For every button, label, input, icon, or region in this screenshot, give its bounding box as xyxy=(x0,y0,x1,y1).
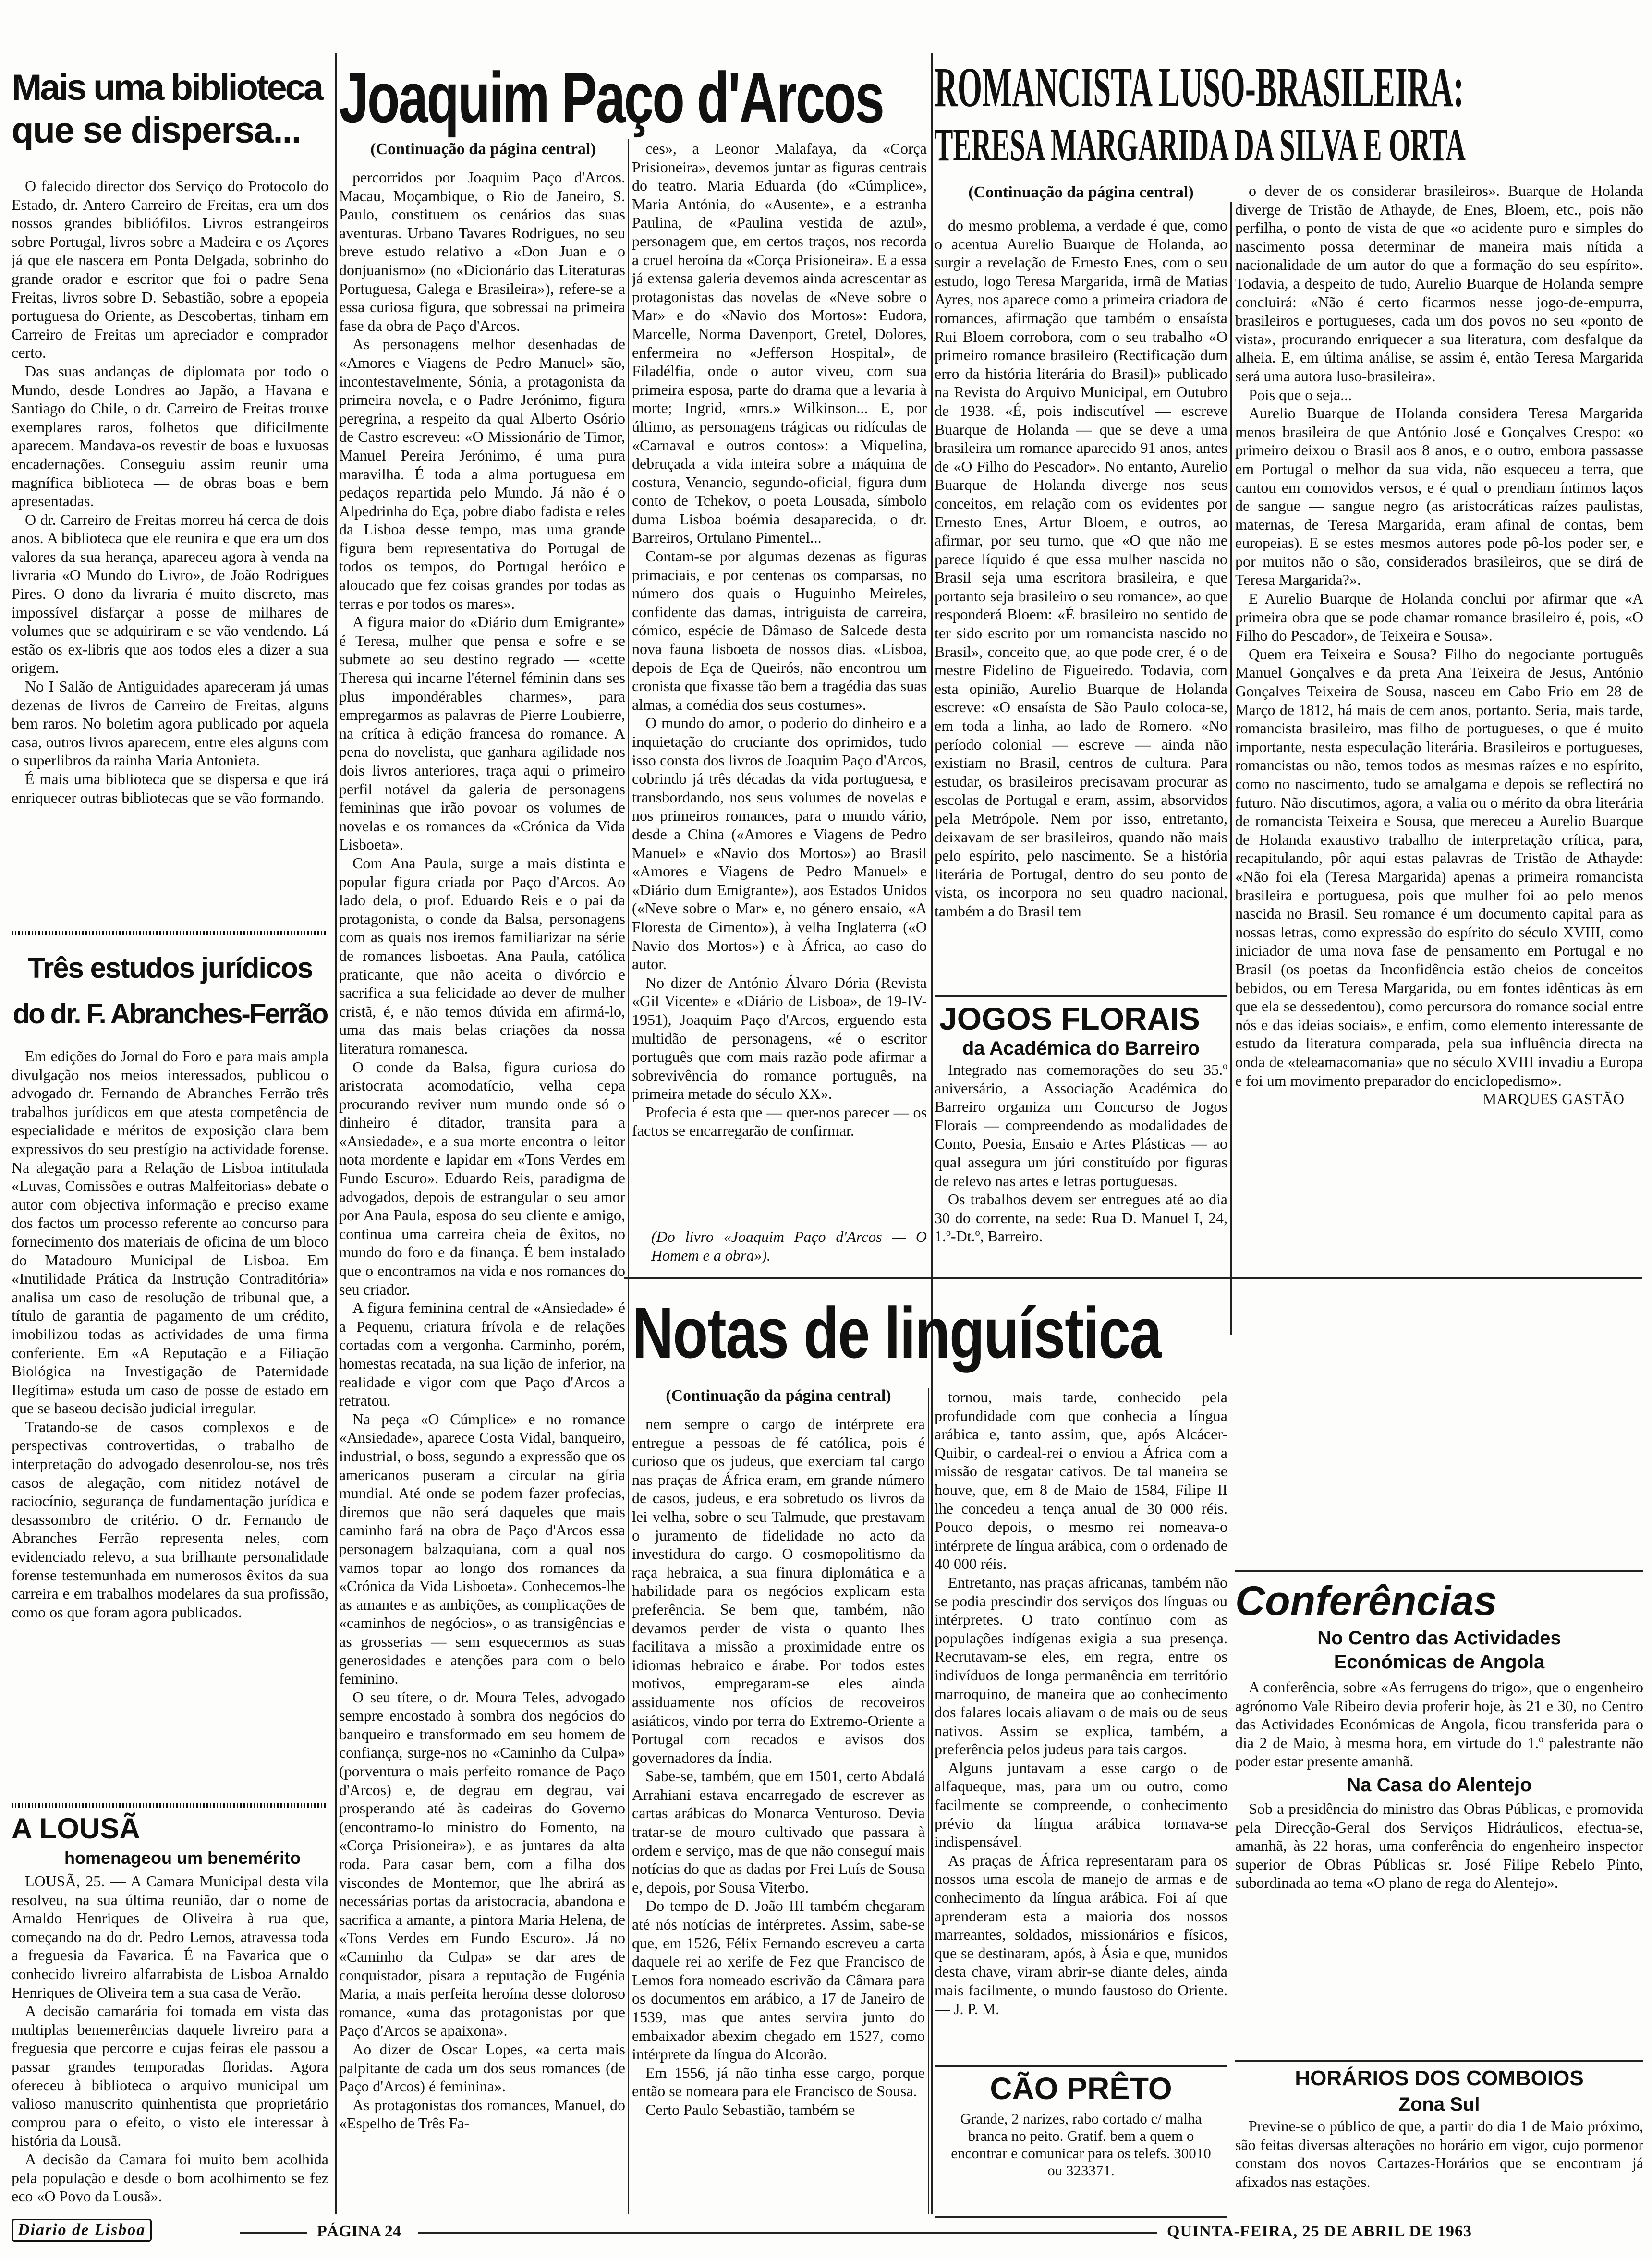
paragraph: Previne-se o público de que, a partir do dia 1 de Maio próximo, são feitas diversas alterações no horário em vigor, cujo pormenor constam dos novos Cartazes-Horários que se encontram já afixados nas estações. xyxy=(1235,2117,1643,2190)
biblioteca-headline xyxy=(12,67,328,158)
section-divider xyxy=(12,931,328,935)
paragraph: Alguns juntavam a esse cargo o de alfaqueque, mas, para um ou outro, como facilmente se compreende, o conhecimento prévio da língua arábica tornava-se indispensável. xyxy=(935,1759,1227,1851)
section-rule xyxy=(1235,1570,1643,1572)
romancista-title-line: TERESA MARGARIDA DA SILVA E ORTA xyxy=(935,119,1466,170)
paragraph: É mais uma biblioteca que se dispersa e que irá enriquecer outras bibliotecas que se vão formando. xyxy=(12,770,328,806)
paragraph: LOUSÃ, 25. — A Camara Municipal desta vila resolveu, na sua última reunião, dar o nome de Arnaldo Henriques de Oliveira à rua que, começando na do dr. Pedro Lemos, atravessa toda a freguesia da Favarica. É na Favarica que o conhecido livreiro alfarrabista de Lisboa Arnaldo Henriques de Oliveira tem a sua casa de Verão. xyxy=(12,1872,328,2001)
paragraph: No dizer de António Álvaro Dória (Revista «Gil Vicente» e «Diário de Lisboa», de 19-IV-1951), Joaquim Paço d'Arcos, erguendo esta multidão de personagens, «é o escritor português que com mais razão pode afirmar a sobrevivência do romance português, na primeira metade do século XX». xyxy=(632,973,927,1103)
footer-rule xyxy=(240,2232,307,2234)
paragraph: As personagens melhor desenhadas de «Amores e Viagens de Pedro Manuel» são, incontestavelmente, Sónia, a protagonista da primeira novela, e o Padre Jerónimo, figura peregrina, a respeito da qual Alberto Osório de Castro escreveu: «O Missionário de Timor, Manuel Pereira Jerónimo, é uma pura maravilha. É toda a alma portuguesa em pedaços repartida pelo Mundo. Já não é o Alpedrinha do Eça, pobre diabo fadista e reles da Lisboa desse tempo, mas uma grande figura bem representativa do Portugal de todos os tempos, do Portugal heróico e aloucado que fez coisas grandes por todas as terras e por todos os mares». xyxy=(339,335,625,612)
paragraph: O seu títere, o dr. Moura Teles, advogado sempre encostado à sombra dos negócios do banqueiro e transformado em seu homem de confiança, surge-nos no «Caminho da Culpa» (porventura o mais perfeito romance de Paço d'Arcos) e, de degrau em degrau, vai prosperando até às cadeiras do Governo (encontramo-lo ministro do Fomento, na «Corça Prisioneira»), e as juntares da alta roda. Para casar bem, com a filha dos viscondes de Montemor, que lhe abrirá as necessárias portas da aristocracia, abandona e sacrifica a amante, a pintora Maria Helena, de «Tons Verdes em Fundo Escuro». Já no «Caminho da Culpa» se dar ares de conquistador, pisara a reputação de Eugénia Maria, a mais perfeita heroína desse doloroso romance, «uma das protagonistas por que Paço d'Arcos se apaixona». xyxy=(339,1688,625,2040)
paragraph: o dever de os considerar brasileiros». Buarque de Holanda diverge de Tristão de Athayde, de Enes, Bloem, etc., pois não perfilha, o ponto de vista de que «o acidente puro e simples do nascimento possa determinar de maneira mais nítida a nacionalidade de um autor do que a formação do seu espírito». Todavia, a despeito de tudo, Aurelio Buarque de Holanda sempre concluirá: «Não é certo ficarmos nesse jogo-de-empurra, brasileiros e portugueses, cada um dos povos no seu «ponto de vista», procurando enriquecer a sua literatura, com desfalque da alheia. E, em última análise, se assim é, então Teresa Margarida será uma autora luso-brasileira». xyxy=(1235,182,1643,385)
romancista-column-a xyxy=(935,216,1227,994)
jogos-body xyxy=(935,1060,1227,1246)
romancista-headline xyxy=(935,57,1645,177)
section-rule xyxy=(935,995,1227,997)
paco-headline xyxy=(339,57,929,138)
notas-title: Notas de linguística xyxy=(632,1292,1161,1373)
paragraph: O dr. Carreiro de Freitas morreu há cerca de dois anos. A biblioteca que ele reunira e que era um dos valores da sua herança, apareceu agora à venda na livraria «O Mundo do Livro», de João Rodrigues Pires. O dono da livraria é muito discreto, mas impossível disfarçar a posse de milhares de volumes que se adquiriram e se vão vendendo. Lá estão os ex-libris que aos todos eles a dizer a sua origem. xyxy=(12,510,328,677)
paragraph: Profecia é esta que — quer-nos parecer — os factos se encarregarão de confirmar. xyxy=(632,1103,927,1140)
footer-rule xyxy=(418,2232,1157,2234)
lousa-body xyxy=(12,1872,328,2206)
paragraph: Em edições do Jornal do Foro e para mais ampla divulgação nos meios interessados, publicou o advogado dr. Fernando de Abranches Ferrão três trabalhos jurídicos em que atesta competência de especialidade e méritos de exposição clara bem expressivos do seu prestígio na actividade forense. Na alegação para a Relação de Lisboa intitulada «Luvas, Comissões e outras Malfeitorias» debate o autor com objectiva informação e preciso exame dos factos um processo referente ao concurso para fornecimento dos materiais de oficina de um bloco do Matadouro Municipal de Lisboa. Em «Inutilidade Prática da Instrução Contraditória» analisa um caso de resolução de tribunal que, a título de garantia de pagamento de um crédito, imobilizou todas as actividades de uma firma conferiente. Em «A Reputação e a Filiação Biológica na Investigação de Paternidade Ilegítima» estuda um caso de posse de estado em que se baseou decisão judicial irregular. xyxy=(12,1047,328,1417)
paragraph: O conde da Balsa, figura curiosa do aristocrata acomodatício, velha cepa procurando reviver num mundo onde só o dinheiro é ditador, transita para a «Ansiedade», e a sua morte encontra o leitor nota mordente e lapidar em «Tons Verdes em Fundo Escuro». Eduardo Reis, paradigma de advogados, depois de estrangular o seu amor por Ana Paula, esposa do seu cliente e amigo, continua uma carreira cheia de êxitos, no mundo do foro e da finança. É bem instalado que o encontramos na vida e nos romances do seu criador. xyxy=(339,1058,625,1298)
notas-column-a xyxy=(632,1415,925,2214)
paragraph: Tratando-se de casos complexos e de perspectivas controvertidas, o trabalho de interpretação do advogado desenrolou-se, nos três casos de alegação, com nitidez notável de raciocínio, segurança de fundamentação jurídica e desassombro de critério. O dr. Fernando de Abranches Ferrão representa neles, com evidenciado relevo, a sua brilhante personalidade forense testemunhada em numerosos êxitos da sua carreira e em trabalhos modelares da sua profissão, como os que foram agora publicados. xyxy=(12,1418,328,1621)
paragraph: A figura maior do «Diário dum Emigrante» é Teresa, mulher que pensa e sofre e se submete ao seu destino regrado — «cette Theresa qui incarne l'éternel féminin dans ses plus impondérables charmes», para empregarmos as palavras de Pierre Loubierre, na crítica à edição francesa do romance. A pena do novelista, que ganhara agilidade nos dois livros anteriores, traça aqui o primeiro perfil notável da galeria de personagens femininas que irão povoar os volumes de novelas e os romances da «Crónica da Vida Lisboeta». xyxy=(339,613,625,853)
column-rule xyxy=(628,139,629,2214)
conferencias-subtitle: Na Casa do Alentejo xyxy=(1347,1774,1532,1796)
paco-source-note xyxy=(632,1227,927,1275)
romancista-column-b xyxy=(1235,182,1643,1276)
notas-headline xyxy=(632,1287,1230,1383)
column-rule xyxy=(335,53,337,2214)
paragraph: Do tempo de D. João III também chegaram até nós notícias de intérpretes. Assim, sabe-se que, em 1526, Félix Fernando escreveu a carta daquele rei ao xerife de Fez que Francisco de Lemos fora nomeado escrivão da Câmara para os documentos em arábico, a 17 de Janeiro de 1539, mas que antes servira junto do embaixador abexim chegado em 1527, como intérprete da língua do Alcorão. xyxy=(632,1897,925,2063)
biblioteca-article xyxy=(12,67,328,980)
paragraph: Pois que o seja... xyxy=(1249,386,1352,403)
paragraph: Sob a presidência do ministro das Obras Públicas, e promovida pela Direcção-Geral dos Serviços Hidráulicos, efectua-se, amanhã, às 22 horas, uma conferência do engenheiro inspector superior de Obras Públicas sr. José Filipe Rebelo Pinto, subordinada ao tema «O plano de rega do Alentejo». xyxy=(1235,1799,1643,1892)
paragraph: O mundo do amor, o poderio do dinheiro e a inquietação do cruciante dos oprimidos, tudo isso consta dos livros de Joaquim Paço d'Arcos, cobrindo já três décadas da vida portuguesa, e transbordando, nos seus volumes de novelas e nos primeiros romances, para o mundo vário, desde a China («Amores e Viagens de Pedro Manuel» e «Navio dos Mortos») ao Brasil «Amores e Viagens de Pedro Manuel» e «Diário dum Emigrante»), aos Estados Unidos («Neve sobre o Mar» e, no género ensaio, «A Floresta de Cimento»), à velha Inglaterra («O Navio dos Mortos») e à África, ao caso do autor. xyxy=(632,714,927,973)
jogos-article xyxy=(935,1001,1227,1275)
paragraph: Na peça «O Cúmplice» e no romance «Ansiedade», aparece Costa Vidal, banqueiro, industrial, o boss, segundo a expressão que os americanos puseram a circular na gíria mundial. Até onde se podem fazer profecias, diremos que não será daqueles que mais caminho fará na obra de Paço d'Arcos essa personagem balzaquiana, com a qual nos vamos topar ao longo dos romances da «Crónica da Vida Lisboeta». Conhecemos-lhe as amantes e as ambições, as complicações de «caminhos de negócios», o as transigências e as grosserias — sem esquecermos as suas generosidades e atenções para com o belo feminino. xyxy=(339,1410,625,1688)
paragraph: nem sempre o cargo de intérprete era entregue a pessoas de fé católica, pois é curioso que os judeus, que exerciam tal cargo nas praças de África eram, em grande número de casos, judeus, e era sobretudo os livros da lei velha, sobre o seu Talmude, que prestavam o juramento de fidelidade no acto da investidura do cargo. O cosmopolitismo da raça hebraica, a sua finura diplomática e a habilidade para os negócios explicam esta preferência. Se bem que, também, não devamos perder de vista o quanto lhes facilitava a missão a proximidade entre os idiomas hebraico e árabe. Por todos estes motivos, empregaram-se eles ainda assiduamente nos ofícios de recoveiros asiáticos, vindo por terra do Extremo-Oriente a Portugal com recados e avisos dos governadores da Índia. xyxy=(632,1415,925,1766)
romancista-continuation: (Continuação da página central) xyxy=(968,183,1194,201)
paragraph: Integrado nas comemorações do seu 35.º aniversário, a Associação Académica do Barreiro organiza um Concurso de Jogos Florais — compreendendo as modalidades de Conto, Poesia, Ensaio e Artes Plásticas — ao qual assegura um júri constituído por figuras de relevo nas artes e letras portuguesas. xyxy=(935,1061,1227,1190)
paragraph: Contam-se por algumas dezenas as figuras primaciais, e por centenas os comparsas, no número dos quais o Huguinho Meireles, confidente das damas, intriguista de carreira, cómico, espécie de Dâmaso de Salcede desta nova fauna lisboeta de nossos dias. «Lisboa, depois de Eça de Queirós, não encontrou um cronista que fixasse tão bem a tragédia das suas almas, a comédia dos seus costumes». xyxy=(632,547,927,713)
paragraph: No I Salão de Antiguidades apareceram já umas dezenas de livros de Carreiro de Freitas, alguns bem raros. No boletim agora publicado por aquela casa, outros livros aparecem, entre eles alguns com o superlibros da rainha Maria Antonieta. xyxy=(12,678,328,769)
lousa-headline: A LOUSÃ xyxy=(12,1812,140,1845)
conferencias-subtitle: No Centro das Actividades Económicas de Angola xyxy=(1317,1627,1561,1673)
romancista-title-line: ROMANCISTA LUSO-BRASILEIRA: xyxy=(935,57,1464,119)
paco-column-a xyxy=(339,168,625,2214)
paco-title: Joaquim Paço d'Arcos xyxy=(339,57,884,138)
lousa-article xyxy=(12,1810,328,2214)
section-rule xyxy=(1235,2060,1643,2062)
estudos-headline xyxy=(12,945,328,1037)
paragraph: Quem era Teixeira e Sousa? Filho do negociante português Manuel Gonçalves e da preta Ana Teixeira de Jesus, António Gonçalves Teixeira de Sousa, nasceu em Cabo Frio em 28 de Março de 1812, há mais de cem anos, portanto. Seria, mais tarde, romancista brasileiro, mas filho de portugueses, o que é muito importante, nesta especulação literária. Brasileiros e portugueses, romancistas ou não, temos todos as mesmas raízes e no espírito, como no nascimento, tudo se amalgama e depois se reflectirá no futuro. Não discutimos, agora, a valia ou o mérito da obra literária de romancista Teixeira e Sousa, que mereceu a Aurelio Buarque de Holanda exaustivo trabalho de interpretação crítica, para, recapitulando, pôr aqui estas palavras de Tristão de Athayde: «Não foi ela (Teresa Margarida) apenas a primeira romancista brasileira e portuguesa, pois que mulher foi ao pelo menos nascida no Brasil. Seu romance é um documento capital para as nossas letras, como expressão do espírito do século XVIII, como iniciador de uma nova fase de pensamento em Portugal e no Brasil (os poetas da Inconfidência estão cheios de conceitos bebidos, ou em Teresa Margarida, ou em fontes idênticas às em que ela se dessedentou), como percursora do romance social entre nós e das ideias sociais», e enfim, como elemento interessante de estudo da literatura comparada, pela sua influência directa na onda de «teleamacomania» que no século XVIII invadiu a Europa e foi um movimento preparador do enciclopedismo». xyxy=(1235,645,1643,1089)
paragraph: A decisão da Camara foi muito bem acolhida pela população e desde o bom acolhimento se fez eco «O Povo da Lousã». xyxy=(12,2150,328,2205)
comboios-article xyxy=(1235,2065,1643,2214)
paragraph: As protagonistas dos romances, Manuel, do «Espelho de Três Fa- xyxy=(339,2096,625,2132)
section-divider xyxy=(12,1803,328,1808)
conferencias-body xyxy=(1235,1678,1643,1771)
paragraph: E Aurelio Buarque de Holanda conclui por afirmar que «A primeira obra que se pode chamar romance brasileiro é, pois, «O Filho do Pescador», de Teixeira e Sousa». xyxy=(1235,590,1643,644)
issue-date: QUINTA-FEIRA, 25 DE ABRIL DE 1963 xyxy=(1167,2223,1472,2240)
jogos-headline: JOGOS FLORAIS xyxy=(939,1001,1200,1036)
comboios-headline: HORÁRIOS DOS COMBOIOS xyxy=(1295,2066,1584,2090)
paragraph: percorridos por Joaquim Paço d'Arcos. Macau, Moçambique, o Rio de Janeiro, S. Paulo, constituem os cenários das suas aventuras. Urbano Tavares Rodrigues, no seu breve estudo relativo a «Don Juan e o donjuanismo» (no «Dicionário das Literaturas Portuguesa, Galega e Brasileira»), refere-se a essa curiosa figura, que sobressai na primeira fase da obra de Paço d'Arcos. xyxy=(339,169,625,334)
conferencias-article xyxy=(1235,1576,1643,2066)
estudos-body xyxy=(12,1047,328,1621)
paco-column-b xyxy=(632,139,927,1225)
notas-continuation: (Continuação da página central) xyxy=(666,1387,891,1405)
paco-continuation: (Continuação da página central) xyxy=(370,140,596,158)
cao-headline: CÃO PRÊTO xyxy=(990,2071,1172,2106)
paragraph: Aurelio Buarque de Holanda considera Teresa Margarida menos brasileira de que António José e Gonçalves Crespo: «o primeiro deixou o Brasil aos 8 anos, e o outro, embora passasse em Portugal o melhor da sua vida, não esqueceu a terra, que cantou em comovidos versos, e é qual o prendiam íntimos laços de sangue — sangue negro (as aristocráticas raízes paulistas, maternas, de Teresa Margarida, eram afinal de contas, bem europeias). E se estes mesmos autores pode pô-los poder ser, e por muitos não o são, considerados brasileiros, que se dirá de Teresa Margarida?». xyxy=(1235,404,1643,589)
paragraph: O falecido director dos Serviço do Protocolo do Estado, dr. Antero Carreiro de Freitas, era um dos nossos grandes bibliófilos. Livros estrangeiros sobre Portugal, livros sobre a Madeira e os Açores já que ele nascera em Ponta Delgada, sobrinho do grande orador e escritor que foi o padre Sena Freitas, livros sobre D. Sebastião, sobre a epopeia portuguesa do Oriente, as Descobertas, tinham em Carreiro de Freitas um apreciador e comprador certo. xyxy=(12,177,328,362)
headline-line: Três estudos jurídicos xyxy=(27,952,313,984)
lousa-subtitle: homenageou um benemérito xyxy=(64,1848,301,1868)
masthead-logo: Diario de Lisboa xyxy=(12,2219,152,2242)
notas-column-b xyxy=(935,1388,1227,2060)
byline: MARQUES GASTÃO xyxy=(1482,1090,1624,1108)
column-rule xyxy=(931,53,933,2214)
headline-line: do dr. F. Abranches-Ferrão xyxy=(12,998,328,1030)
paragraph: Sabe-se, também, que em 1501, certo Abdalá Arrahiani estava encarregado de escrever as cartas arábicas do Monarca Venturoso. Devia tratar-se de mouro cultivado que passara à ordem e serviço, mas de que não conseguí mais notícias do que as dadas por Frei Luís de Sousa e, depois, por Sousa Viterbo. xyxy=(632,1767,925,1896)
paragraph: A conferência, sobre «As ferrugens do trigo», que o engenheiro agrónomo Vale Ribeiro devia proferir hoje, às 21 e 30, no Centro das Actividades Económicas de Angola, ficou transferida para o dia 2 de Maio, à mesma hora, em virtude do 1.º palestrante não poder estar presente amanhã. xyxy=(1235,1678,1643,1770)
headline-line: que se dispersa... xyxy=(12,110,301,151)
jogos-subtitle: da Académica do Barreiro xyxy=(962,1038,1200,1059)
paragraph: Ao dizer de Oscar Lopes, «a certa mais palpitante de cada um dos seus romances (de Paço d'Arcos) é feminina». xyxy=(339,2040,625,2095)
headline-line: Mais uma biblioteca xyxy=(12,67,322,108)
biblioteca-body xyxy=(12,177,328,807)
column-rule xyxy=(928,1388,929,2214)
cao-preto-ad xyxy=(935,2065,1227,2218)
paragraph: Os trabalhos devem ser entregues até ao dia 30 do corrente, na sede: Rua D. Manuel I, 24, 1.º-Dt.º, Barreiro. xyxy=(935,1190,1227,1245)
paragraph: Entretanto, nas praças africanas, também não se podia prescindir dos serviços dos línguas ou intérpretes. O trato contínuo com as populações indígenas exigia a sua presença. Recrutavam-se eles, em regra, entre os indivíduos de longa permanência em território marroquino, de maneira que ao conhecimento dos falares locais aliavam o de mais ou de seus nativos. Assim se explica, também, a preferência pelos judeus para tais cargos. xyxy=(935,1573,1227,1758)
paragraph: A figura feminina central de «Ansiedade» é a Pequenu, criatura frívola e de relações cortadas com a vergonha. Carminho, porém, homestas recatada, na sua lição de inferior, na realidade e vigor com que Paço d'Arcos a retratou. xyxy=(339,1299,625,1409)
paragraph: Em 1556, já não tinha esse cargo, porque então se nomeara para ele Francisco de Sousa. xyxy=(632,2064,925,2100)
paragraph: do mesmo problema, a verdade é que, como o acentua Aurelio Buarque de Holanda, ao surgir a revelação de Ernesto Enes, com o seu estudo, logo Teresa Margarida, irmã de Matias Ayres, nos aparece como a primeira criadora de romances, afirmação que também o ensaísta Rui Bloem corrobora, com o seu trabalho «O primeiro romance brasileiro (Rectificação dum erro da história literária do Brasil)» publicado na Revista do Arquivo Municipal, em Outubro de 1938. «É, pois indiscutível — escreve Buarque de Holanda — que se deve a uma brasileira um romance aparecido 91 anos, antes de «O Filho do Pescador». No entanto, Aurelio Buarque de Holanda diverge nos seus conceitos, em relação com os evidentes por Ernesto Enes, Artur Bloem, e outros, ao afirmar, por seu turno, que «O que não me parece líquido é que essa mulher nascida no Brasil seja uma escritora brasileira, e que portanto seja brasileiro o seu romance», ao que responderá Bloem: «É brasileiro no sentido de ter sido escrito por um romancista nascido no Brasil», conceito que, ao que pode crer, é o de mestre Fidelino de Figueiredo. Todavia, com esta opinião, Aurelio Buarque de Holanda escreve: «O ensaísta de São Paulo coloca-se, em toda a linha, ao lado de Romero. «No período colonial — escreve — ainda não existiam no Brasil, centros de cultura. Para estudar, os brasileiros precisavam procurar as escolas de Portugal e eram, assim, absorvidos pela Metrópole. Nem por isso, entretanto, deixavam de ser brasileiros, quando não mais pelo espírito, pelo nascimento. Se a história literária de Portugal, dentro do seu ponto de vista, os incorpora no seu quadro nacional, também a do Brasil tem xyxy=(935,217,1227,920)
column-rule xyxy=(1230,202,1232,1335)
conferencias-body xyxy=(1235,1799,1643,1892)
paragraph: Com Ana Paula, surge a mais distinta e popular figura criada por Paço d'Arcos. Ao lado dela, o prof. Eduardo Reis e o pai da protagonista, o conde da Balsa, personagens com as quais nos iremos familiarizar na série de romances lisboetas. Ana Paula, católica praticante, que não aceita o divórcio e sacrifica a sua felicidade ao dever de mulher cristã, é, e não temos dúvida em afirmá-lo, uma das mais belas criações da nossa literatura romanesca. xyxy=(339,854,625,1057)
paragraph: Das suas andanças de diplomata por todo o Mundo, desde Londres ao Japão, a Havana e Santiago do Chile, o dr. Carreiro de Freitas trouxe exemplares raros, folhetos que dificilmente aparecem. Mandava-os revestir de boas e luxuosas encadernações. Conseguiu assim reunir uma magnífica biblioteca — de obras boas e bem apresentadas. xyxy=(12,362,328,510)
conferencias-headline: Conferências xyxy=(1235,1578,1497,1624)
paragraph: As praças de África representaram para os nossos uma escola de manejo de armas e de conhecimento da língua arábica. Foi aí que aprenderam esta a maioria dos nossos marreantes, soldados, missionários e físicos, que se destinaram, após, à Ásia e que, munidos desta chave, viram abrir-se diante deles, ainda mais facilmente, o mundo faustoso do Oriente. — J. P. M. xyxy=(935,1851,1227,2017)
page-number: PÁGINA 24 xyxy=(317,2223,401,2240)
paragraph: tornou, mais tarde, conhecido pela profundidade com que conhecia a língua arábica e, tanto assim, que, após Alcácer-Quibir, o cardeal-rei o enviou a África com a missão de resgatar cativos. De tal maneira se houve, que, em 8 de Maio de 1584, Filipe II lhe concedeu a tença anual de 30 000 réis. Pouco depois, o mesmo rei nomeava-o intérprete de língua arábica, com o ordenado de 40 000 réis. xyxy=(935,1388,1227,1573)
cao-text: Grande, 2 narizes, rabo cortado c/ malha branca no peito. Gratif. bem a quem o encontrar e comunicar para os telefs. 30010 ou 323371. xyxy=(951,2110,1211,2179)
comboios-body xyxy=(1235,2117,1643,2191)
source-note: (Do livro «Joaquim Paço d'Arcos — O Homem e a obra»). xyxy=(651,1228,927,1264)
comboios-subtitle: Zona Sul xyxy=(1398,2094,1480,2115)
paragraph: Certo Paulo Sebastião, também se xyxy=(645,2101,855,2118)
estudos-article xyxy=(12,945,328,1805)
paragraph: ces», a Leonor Malafaya, da «Corça Prisioneira», devemos juntar as figuras centrais do teatro. Maria Eduarda (do «Cúmplice», Maria Antónia, do «Ausente», e a estranha Paulina, de «Paulina vestida de azul», personagem que, em certos traços, nos recorda a cruel heroína da «Corça Prisioneira». E a essa já extensa galeria devemos ainda acrescentar as protagonistas das novelas de «Neve sobre o Mar» e do «Navio dos Mortos»: Eudora, Marcelle, Norma Davenport, Gretel, Dolores, enfermeira no «Jefferson Hospital», de Filadélfia, onde o autor viveu, com sua primeira esposa, parte do drama que a levaria à morte; Ingrid, «mrs.» Wilkinson... E, por último, as personagens trágicas ou ridículas de «Carnaval e outros contos»: a Miquelina, debruçada a vida inteira sobre a máquina de costura, Venancio, segundo-oficial, figura dum conto de Tchekov, o poeta Lousada, símbolo duma Lisboa boémia desaparecida, o dr. Barreiros, Ortulano Pimentel... xyxy=(632,140,927,547)
section-rule xyxy=(624,1277,1642,1279)
paragraph: A decisão camarária foi tomada em vista das multiplas benemerências daquele livreiro para a freguesia que percorre e cujas feiras ele passou a passar grandes temporadas floridas. Agora ofereceu à biblioteca o arquivo municipal um valioso manuscrito quinhentista que proprietário comprou para o efeito, o visto ele interessar à história da Lousã. xyxy=(12,2002,328,2150)
